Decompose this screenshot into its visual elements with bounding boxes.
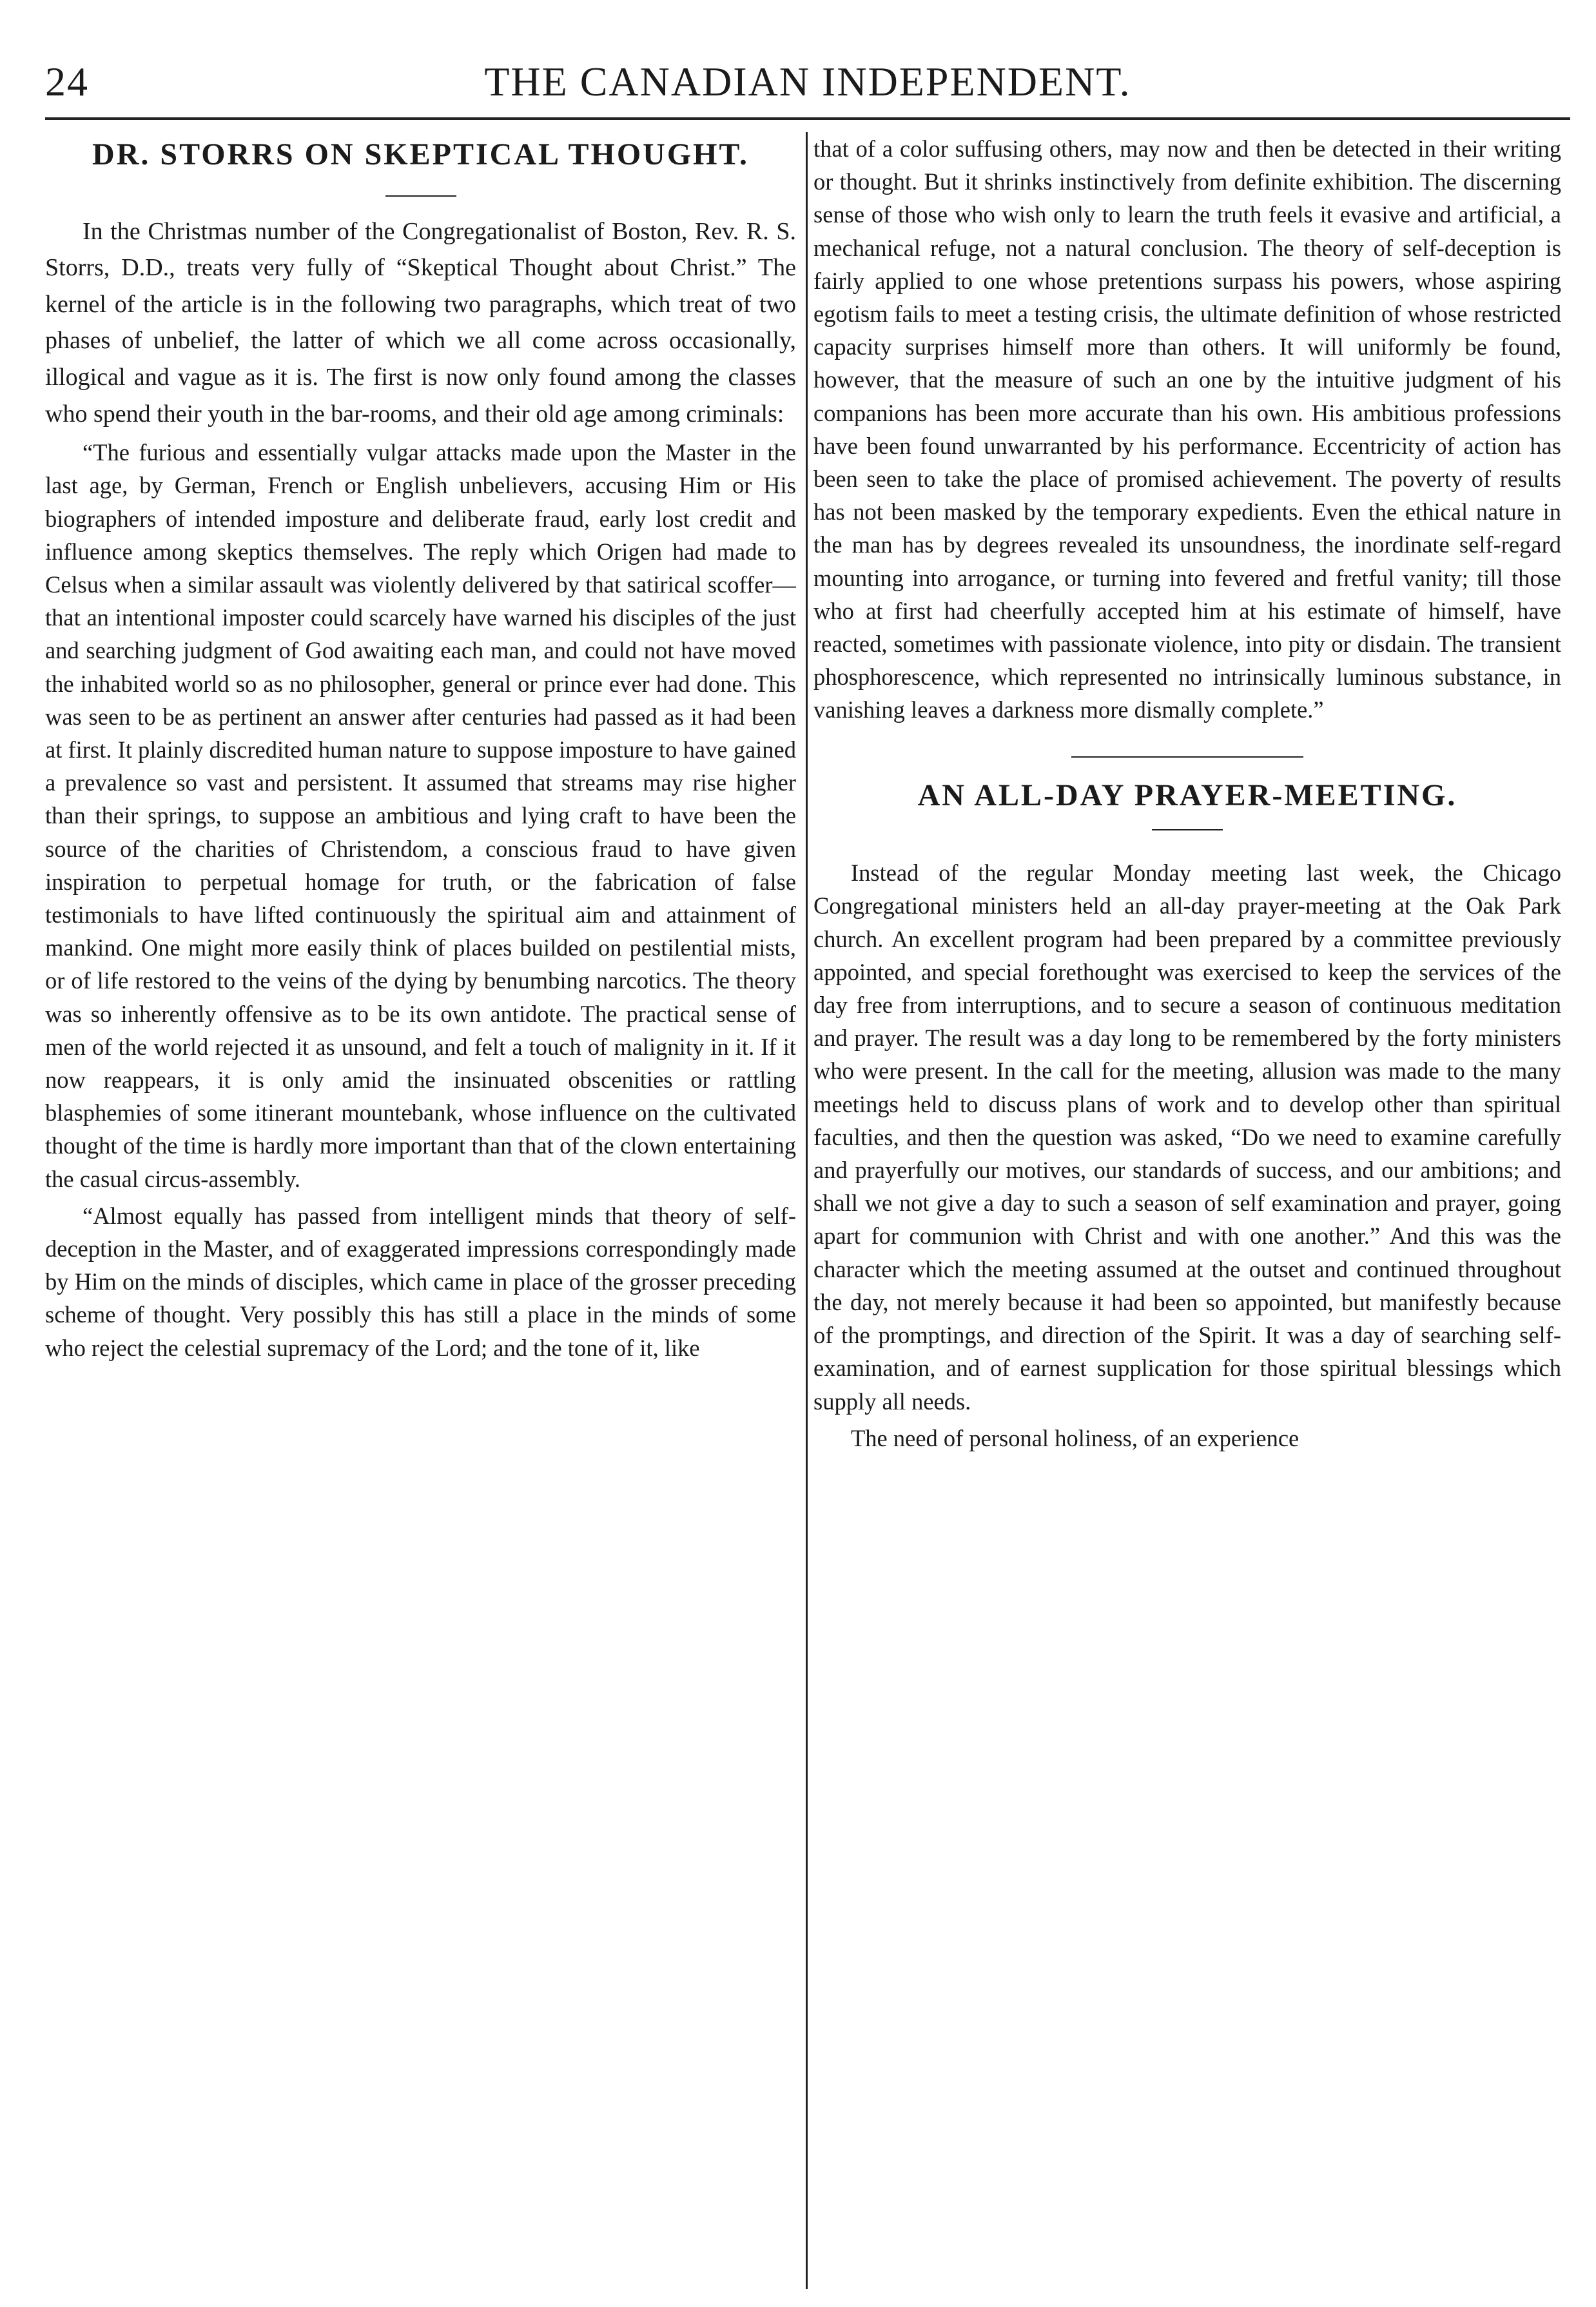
article-paragraph: The need of personal holiness, of an experience <box>851 1424 1299 1451</box>
article-separator-rule <box>1071 756 1303 758</box>
page-number: 24 <box>45 59 89 104</box>
headline-divider <box>385 195 456 197</box>
article-quote-paragraph: “Almost equally has passed from intelligent minds that theory of self-deception in the Master, and of exaggerated impressions correspondingly made by Him on the minds of disciples, which came in place of the grosser preceding scheme of thought. Very possibly this has still a place in the minds of some who reject the celestial supremacy of the Lord; and the tone of it, like <box>45 1202 796 1361</box>
article-quote-paragraph: “The furious and essentially vulgar attacks made upon the Master in the last age, by German, French or English unbelievers, accusing Him or His biographers of intended imposture and deliberate fraud, early lost credit and influence among skeptics themselves. The reply which Origen had made to Celsus when a similar assault was violently delivered by that satirical scoffer—that an intentional imposter could scarcely have warned his disciples of the just and searching judgment of God awaiting each man, and could not have moved the inhabited world so as no philosopher, general or prince ever had done. This was seen to be as pertinent an answer after centuries had passed as it had been at first. It plainly discredited human nature to suppose imposture to have gained a prevalence so vast and persistent. It assumed that streams may rise higher than their springs, to suppose an ambitious and lying craft to have been the source of the charities of Christendom, a conscious fraud to have given inspiration to perpetual homage for truth, or the fabrication of false testimonials to have lifted continuously the spiritual aim and attainment of mankind. One might more easily think of places builded on pestilential mists, or of life restored to the veins of the dying by benumbing narcotics. The theory was so inherently offensive as to be its own antidote. The practical sense of men of the world rejected it as unsound, and felt a touch of malignity in it. If it now reappears, it is only amid the insinuated obscenities or rattling blasphemies of some itinerant mountebank, whose influence on the cultivated thought of the time is hardly more important than that of the clown entertaining the casual circus-assembly. <box>45 439 796 1192</box>
right-column <box>813 132 1561 2299</box>
article-headline-prayer-meeting: AN ALL-DAY PRAYER-MEETING. <box>917 778 1457 812</box>
left-column <box>45 132 796 2299</box>
article-paragraph: Instead of the regular Monday meeting last week, the Chicago Congregational ministers held an all-day prayer-meeting at the Oak Park church. An excellent program had been prepared by a committee previously appointed, and special forethought was exercised to keep the services of the day free from interruptions, and to secure a season of continuous meditation and prayer. The result was a day long to be remembered by the forty ministers who were present. In the call for the meeting, allusion was made to the many meetings held to discuss plans of work and to develop other than spiritual faculties, and then the question was asked, “Do we need to examine carefully and prayerfully our motives, our standards of success, and our ambitions; and shall we not give a day to such a season of self examination and prayer, going apart for communion with Christ and with one another.” And this was the character which the meeting assumed at the outset and continued throughout the day, not merely because it had been so appointed, but manifestly because of the promptings, and direction of the Spirit. It was a day of searching self-examination, and of earnest supplication for those spiritual blessings which supply all needs. <box>813 859 1561 1415</box>
article-headline-storrs: DR. STORRS ON SKEPTICAL THOUGHT. <box>92 137 749 172</box>
article-continuation-paragraph: that of a color suffusing others, may now and then be detected in their writing or thought. But it shrinks instinctively from definite exhibition. The discerning sense of those who wish only to learn the truth feels it evasive and artificial, a mechanical refuge, not a natural conclusion. The theory of self-deception is fairly applied to one whose pretentions surpass his powers, whose aspiring egotism fails to meet a testing crisis, the ultimate definition of whose restricted capacity surprises himself more than others. It will uniformly be found, however, that the measure of such an one by the intuitive judgment of his companions has been more accurate than his own. His ambitious professions have been found unwarranted by his performance. Eccentricity of action has been seen to take the place of promised achievement. The poverty of results has not been masked by the temporary expedients. Even the ethical nature in the man has by degrees revealed its unsoundness, the inordinate self-regard mounting into arrogance, or turning into fevered and fretful vanity; till those who at first had cheerfully accepted him at his estimate of himself, have reacted, sometimes with passionate violence, into pity or disdain. The transient phosphorescence, which represented no intrinsically luminous substance, in vanishing leaves a darkness more dismally complete.” <box>813 135 1561 723</box>
article-paragraph: In the Christmas number of the Congregationalist of Boston, Rev. R. S. Storrs, D.D., treats very fully of “Skeptical Thought about Christ.” The kernel of the article is in the following two paragraphs, which treat of two phases of unbelief, the latter of which we all come across occasionally, illogical and vague as it is. The first is now only found among the classes who spend their youth in the bar-rooms, and their old age among criminals: <box>45 217 796 427</box>
headline-divider <box>1152 829 1223 830</box>
column-divider <box>806 132 808 2289</box>
header-rule <box>45 117 1570 120</box>
masthead-title: THE CANADIAN INDEPENDENT. <box>484 59 1131 104</box>
